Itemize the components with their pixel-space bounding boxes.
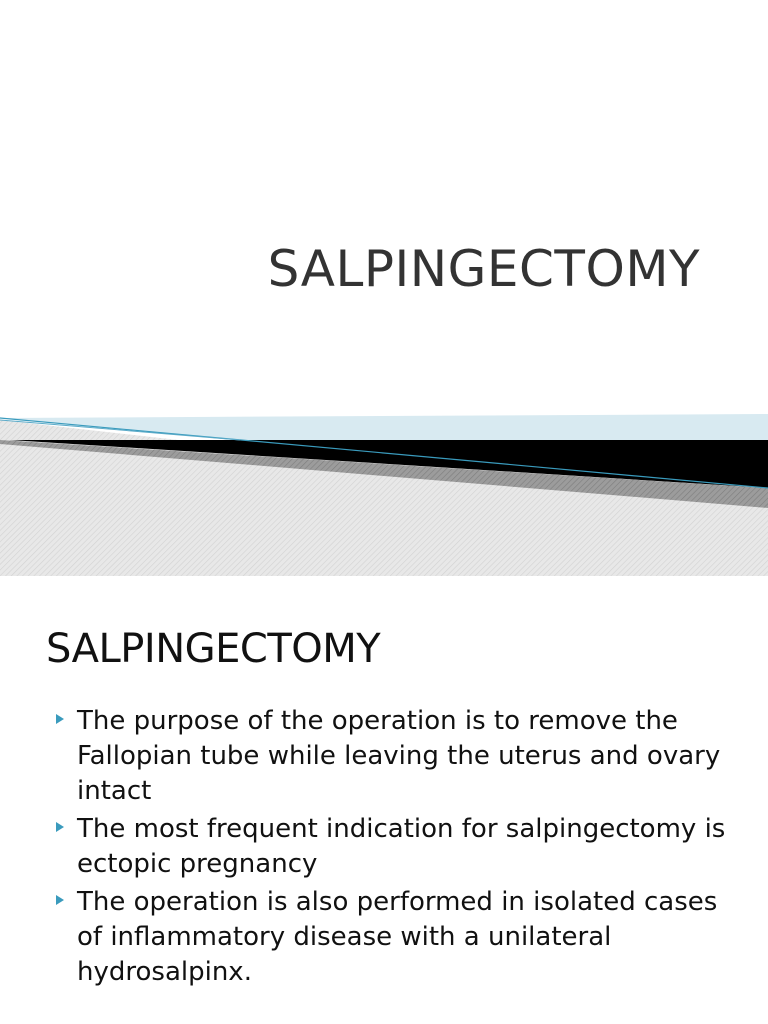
slide-title: SALPINGECTOMY xyxy=(46,626,381,672)
triangle-bullet-icon xyxy=(56,714,64,724)
triangle-bullet-icon xyxy=(56,895,64,905)
bullet-item xyxy=(56,885,746,990)
bullet-text: The operation is also performed in isolated cases of inflammatory disease with a unilateral hydrosalpinx. xyxy=(77,887,718,987)
bullet-item xyxy=(56,704,746,809)
slide-title: SALPINGECTOMY xyxy=(267,240,700,298)
content-slide xyxy=(0,576,768,1024)
bullet-list xyxy=(56,704,746,993)
bullet-item xyxy=(56,812,746,882)
bullet-text: The purpose of the operation is to remove the Fallopian tube while leaving the uterus and ovary intact xyxy=(77,706,721,806)
triangle-bullet-icon xyxy=(56,822,64,832)
bullet-text: The most frequent indication for salpingectomy is ectopic pregnancy xyxy=(77,814,726,879)
decorative-band xyxy=(0,400,768,576)
